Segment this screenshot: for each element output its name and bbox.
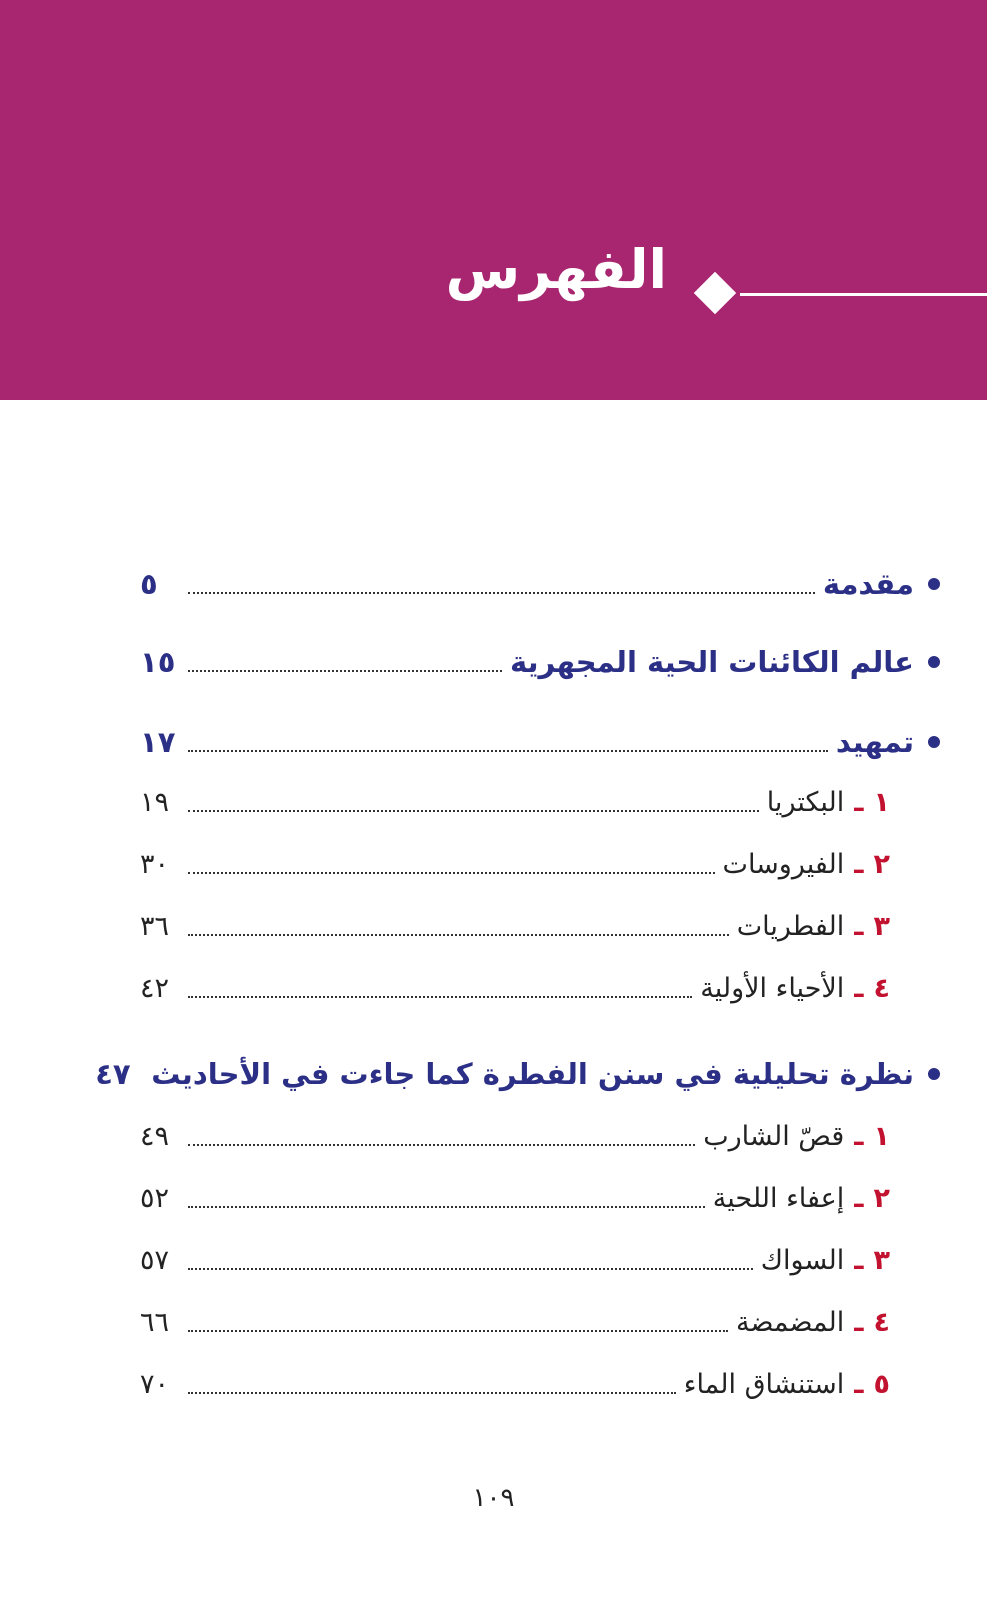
toc-subentry-dash: ـ — [854, 1244, 864, 1276]
toc-subentry-label: المضمضة — [736, 1306, 845, 1338]
toc-entry[interactable] — [140, 640, 940, 684]
bullet-icon — [928, 578, 940, 590]
bullet-icon — [928, 736, 940, 748]
toc-subentry-page: ٣٠ — [140, 848, 170, 880]
toc-subentry-page: ٥٧ — [140, 1244, 170, 1276]
toc-entry-page: ١٧ — [140, 725, 176, 759]
dot-leader — [188, 872, 715, 874]
toc-subentry[interactable] — [140, 1238, 940, 1282]
toc-subentry-dash: ـ — [854, 910, 864, 942]
toc-subentry-dash: ـ — [854, 848, 864, 880]
toc-subentry-label: الفطريات — [736, 910, 845, 942]
toc-subentry[interactable] — [140, 842, 940, 886]
toc-entry-page: ١٥ — [140, 645, 176, 679]
dot-leader — [188, 670, 502, 672]
toc-subentry-dash: ـ — [854, 1182, 864, 1214]
page-title: الفهرس — [445, 238, 667, 301]
toc-subentry-number: ٢ — [873, 1182, 890, 1214]
toc-entry-page: ٤٧ — [95, 1057, 131, 1091]
dot-leader — [188, 1268, 753, 1270]
toc-subentry[interactable] — [140, 1176, 940, 1220]
toc-subentry[interactable] — [140, 1300, 940, 1344]
toc-entry-page: ٥ — [140, 567, 158, 601]
toc-entry-label: نظرة تحليلية في سنن الفطرة كما جاءت في الأحاديث — [151, 1057, 914, 1091]
toc-subentry-number: ١ — [873, 1120, 890, 1152]
toc-subentry-number: ٤ — [873, 1306, 890, 1338]
toc-subentry-page: ٤٢ — [140, 972, 170, 1004]
toc-subentry-label: البكتريا — [766, 786, 845, 818]
toc-entry-label: مقدمة — [822, 567, 914, 601]
toc-subentry-label: الفيروسات — [722, 848, 845, 880]
toc-subentry-dash: ـ — [854, 1120, 864, 1152]
toc-subentry-label: إعفاء اللحية — [712, 1182, 845, 1214]
toc-subentry-dash: ـ — [854, 786, 864, 818]
toc-subentry-page: ٥٢ — [140, 1182, 170, 1214]
toc-subentry-label: استنشاق الماء — [683, 1368, 845, 1400]
toc-subentry-page: ٣٦ — [140, 910, 170, 942]
dot-leader — [188, 934, 729, 936]
dot-leader — [188, 1330, 728, 1332]
toc-subentry-dash: ـ — [854, 1368, 864, 1400]
toc-entry-label: تمهيد — [835, 725, 914, 759]
toc-subentry[interactable] — [140, 966, 940, 1010]
bullet-icon — [928, 656, 940, 668]
toc-subentry-number: ٤ — [873, 972, 890, 1004]
dot-leader — [188, 1392, 676, 1394]
dot-leader — [188, 1144, 695, 1146]
toc-subentry[interactable] — [140, 904, 940, 948]
toc-subentry-number: ٣ — [873, 910, 890, 942]
toc-subentry[interactable] — [140, 780, 940, 824]
dot-leader — [188, 810, 759, 812]
toc-entry-label: عالم الكائنات الحية المجهرية — [510, 645, 914, 679]
page-number: ١٠٩ — [472, 1483, 515, 1513]
toc-subentry-dash: ـ — [854, 972, 864, 1004]
toc-entry[interactable] — [140, 562, 940, 606]
toc-subentry-number: ٢ — [873, 848, 890, 880]
toc-subentry-number: ٥ — [873, 1368, 890, 1400]
toc-subentry-page: ٧٠ — [140, 1368, 170, 1400]
toc-subentry-number: ١ — [873, 786, 890, 818]
toc-entry[interactable] — [140, 720, 940, 764]
toc-subentry[interactable] — [140, 1114, 940, 1158]
dot-leader — [188, 1206, 705, 1208]
toc-subentry-dash: ـ — [854, 1306, 864, 1338]
toc-subentry-label: قصّ الشارب — [703, 1120, 845, 1152]
toc-subentry-label: السواك — [760, 1244, 845, 1276]
bullet-icon — [928, 1068, 940, 1080]
dot-leader — [188, 996, 692, 998]
dot-leader — [188, 750, 828, 752]
toc-subentry-label: الأحياء الأولية — [700, 972, 845, 1004]
toc-subentry-page: ٤٩ — [140, 1120, 170, 1152]
toc-subentry-number: ٣ — [873, 1244, 890, 1276]
toc-subentry[interactable] — [140, 1362, 940, 1406]
dot-leader — [188, 592, 815, 594]
toc-subentry-page: ١٩ — [140, 786, 170, 818]
toc-entry[interactable] — [95, 1052, 940, 1096]
toc-subentry-page: ٦٦ — [140, 1306, 170, 1338]
